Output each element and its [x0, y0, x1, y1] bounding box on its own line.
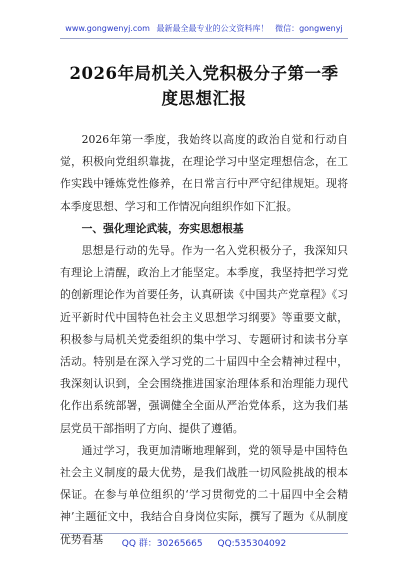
document-body [60, 129, 348, 551]
footer-qq-contact: QQ:535304092 [217, 539, 287, 549]
page-footer [0, 538, 408, 550]
document-title: 2026年局机关入党积极分子第一季度思想汇报 [69, 64, 339, 108]
header-website[interactable]: www.gongwenyj.com [65, 24, 150, 33]
footer-qq-group: QQ 群：30265665 [121, 539, 203, 549]
body-paragraph: 通过学习，我更加清晰地理解到，党的领导是中国特色社会主义制度的最大优势，是我们战胜一切风险挑战的根本保证。在参与单位组织的‘学习贯彻党的二十届四中全会精神’主题征文中，我结合自身岗位实际，撰写了题为《从制度优势看基 [60, 443, 348, 546]
section-heading: 一、强化理论武装，夯实思想根基 [81, 221, 244, 235]
footer-divider [60, 533, 348, 534]
header-slogan: 最新最全最专业的公文资料库！ [156, 24, 269, 33]
intro-paragraph: 2026年第一季度，我始终以高度的政治自觉和行动自觉，积极向党组织靠拢，在理论学习中坚定理想信念，在工作实践中锤炼党性修养，在日常言行中严守纪律规矩。现将本季度思想、学习和工作情况向组织作如下汇报。 [60, 133, 348, 213]
page-header [0, 24, 408, 34]
header-wechat: 微信：gongwenyj [275, 24, 343, 33]
body-paragraph: 思想是行动的先导。作为一名入党积极分子，我深知只有理论上清醒，政治上才能坚定。本季度，我坚持把学习党的创新理论作为首要任务，认真研读《中国共产党章程》《习近平新时代中国特色社会主义思想学习纲要》等重要文献，积极参与局机关党委组织的集中学习、专题研讨和读书分享活动。特别是在深入学习党的二十届四中全会精神过程中，我深刻认识到，全会围绕推进国家治理体系和治理能力现代化作出系统部署，强调健全全面从严治党体系，这为我们基层党员干部指明了方向、提供了遵循。 [60, 244, 348, 435]
header-divider [60, 38, 348, 39]
